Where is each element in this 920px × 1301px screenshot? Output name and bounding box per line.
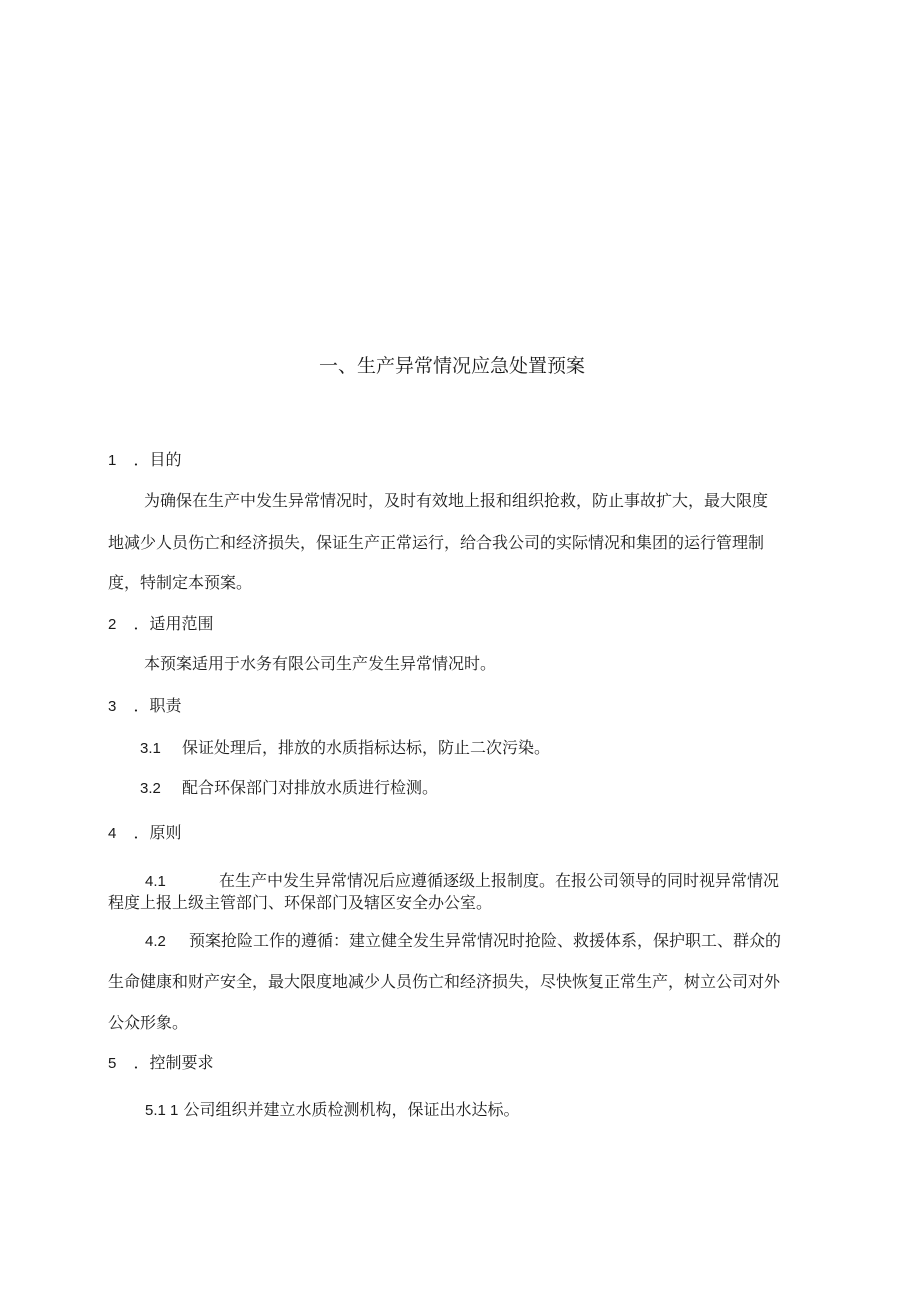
paragraph-line: 本预案适用于水务有限公司生产发生异常情况时。 (144, 654, 497, 673)
list-item (145, 931, 781, 952)
paragraph-line: 公众形象。 (108, 1013, 189, 1032)
item-text: 在生产中发生异常情况后应遵循逐级上报制度。在报公司领导的同时视异常情况 (218, 871, 779, 890)
section-heading (108, 823, 181, 844)
section-number: 1 (108, 452, 117, 469)
section-title: ．控制要求 (133, 1053, 214, 1072)
section-number: 5 (108, 1055, 117, 1072)
item-number: 3.2 (140, 780, 161, 797)
section-heading (108, 696, 181, 717)
list-item (140, 778, 438, 799)
paragraph-line: 地减少人员伤亡和经济损失，保证生产正常运行，给合我公司的实际情况和集团的运行管理制 (108, 533, 765, 552)
paragraph-line: 度，特制定本预案。 (108, 573, 253, 592)
paragraph-line: 生命健康和财产安全，最大限度地减少人员伤亡和经济损失，尽快恢复正常生产，树立公司对外 (108, 972, 781, 991)
section-title: ．目的 (133, 450, 182, 469)
paragraph-line: 为确保在生产中发生异常情况时，及时有效地上报和组织抢救，防止事故扩大，最大限度 (144, 491, 769, 510)
section-title: ．适用范围 (133, 614, 214, 633)
item-text: 配合环保部门对排放水质进行检测。 (181, 778, 438, 797)
section-heading (108, 1053, 213, 1074)
list-item (145, 1100, 519, 1121)
page-title: 一、生产异常情况应急处置预案 (319, 355, 586, 377)
section-title: ．原则 (133, 823, 182, 842)
item-number: 5.1 1 (145, 1102, 179, 1119)
section-number: 3 (108, 698, 117, 715)
item-text: 预案抢险工作的遵循：建立健全发生异常情况时抢险、救援体系，保护职工、群众的 (188, 931, 781, 950)
item-text: 保证处理后，排放的水质指标达标，防止二次污染。 (181, 738, 550, 757)
section-number: 4 (108, 825, 117, 842)
section-number: 2 (108, 616, 117, 633)
item-number: 3.1 (140, 740, 161, 757)
section-heading (108, 450, 181, 471)
item-number: 4.2 (145, 933, 166, 950)
paragraph-line: 程度上报上级主管部门、环保部门及辖区安全办公室。 (108, 893, 493, 912)
list-item (140, 738, 550, 759)
item-text: 公司组织并建立水质检测机构，保证出水达标。 (183, 1100, 520, 1119)
list-item (145, 871, 779, 892)
item-number: 4.1 (145, 873, 166, 890)
section-heading (108, 614, 213, 635)
section-title: ．职责 (133, 696, 182, 715)
